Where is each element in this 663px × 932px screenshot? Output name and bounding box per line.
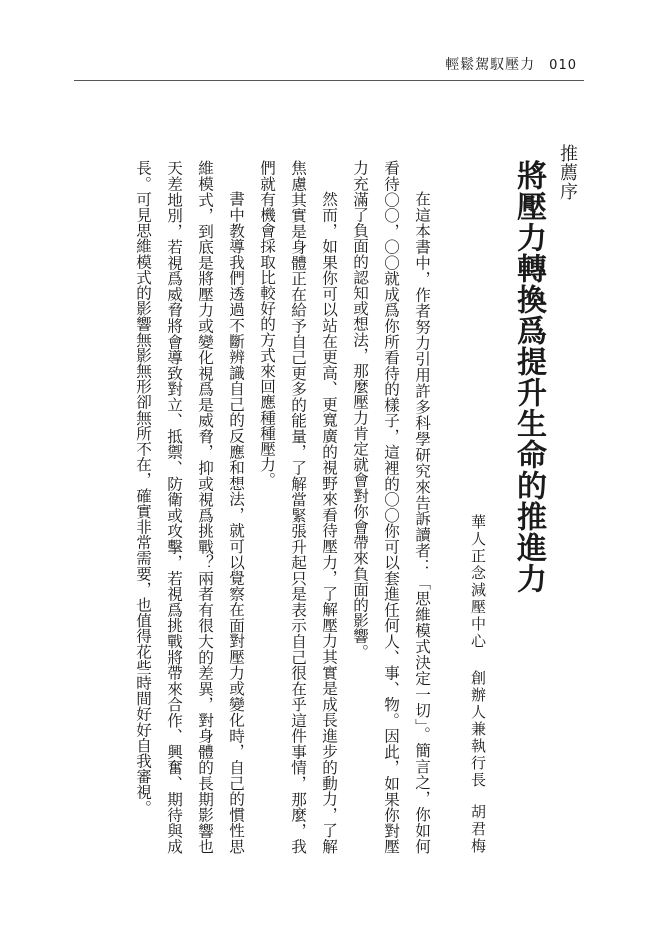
body-paragraph: 在這本書中，作者努力引用許多科學研究來告訴讀者：「思維模式決定一切」。簡言之，你如何看待〇〇，〇〇就成爲你所看待的樣子，這裡的〇〇你可以套進任何人、事、物。因此，如果你對壓力充滿了負面的認知或想法，那麼壓力肯定就會對你會帶來負面的影響。 xyxy=(351,160,431,854)
preface-title: 將壓力轉換爲提升生命的推進力 xyxy=(511,160,546,594)
author-affiliation: 華人正念減壓中心 創辦人兼執行長 xyxy=(469,514,487,789)
author-name: 胡君梅 xyxy=(469,804,487,855)
preface-body xyxy=(127,160,437,854)
preface-kicker: 推薦序 xyxy=(557,144,578,201)
body-paragraph: 書中教導我們透過不斷辨識自己的反應和想法，就可以覺察在面對壓力或變化時，自己的慣性思維模式，到底是將壓力或變化視爲是威脅，抑或視爲挑戰？兩者有很大的差異，對身體的長期影響也天差地別，若視爲威脅將會導致對立、抵禦、防衛或攻擊，若視爲挑戰將帶來合作、興奮、期待與成長。可見思維模式的影響無影無形卻無所不在，確實非常需要，也值得花些時間好好自我審視。 xyxy=(134,160,245,854)
running-head-title: 輕鬆駕馭壓力 xyxy=(445,57,536,73)
page-number: 010 xyxy=(549,58,577,73)
header-rule xyxy=(74,80,584,81)
body-paragraph: 然而，如果你可以站在更高、更寬廣的視野來看待壓力，了解壓力其實是成長進步的動力，了解焦慮其實是身體正在給予自己更多的能量，了解當緊張升起只是表示自己很在乎這件事情，那麼，我們就有機會採取比較好的方式來回應種種壓力。 xyxy=(258,160,338,854)
running-head xyxy=(445,54,577,74)
